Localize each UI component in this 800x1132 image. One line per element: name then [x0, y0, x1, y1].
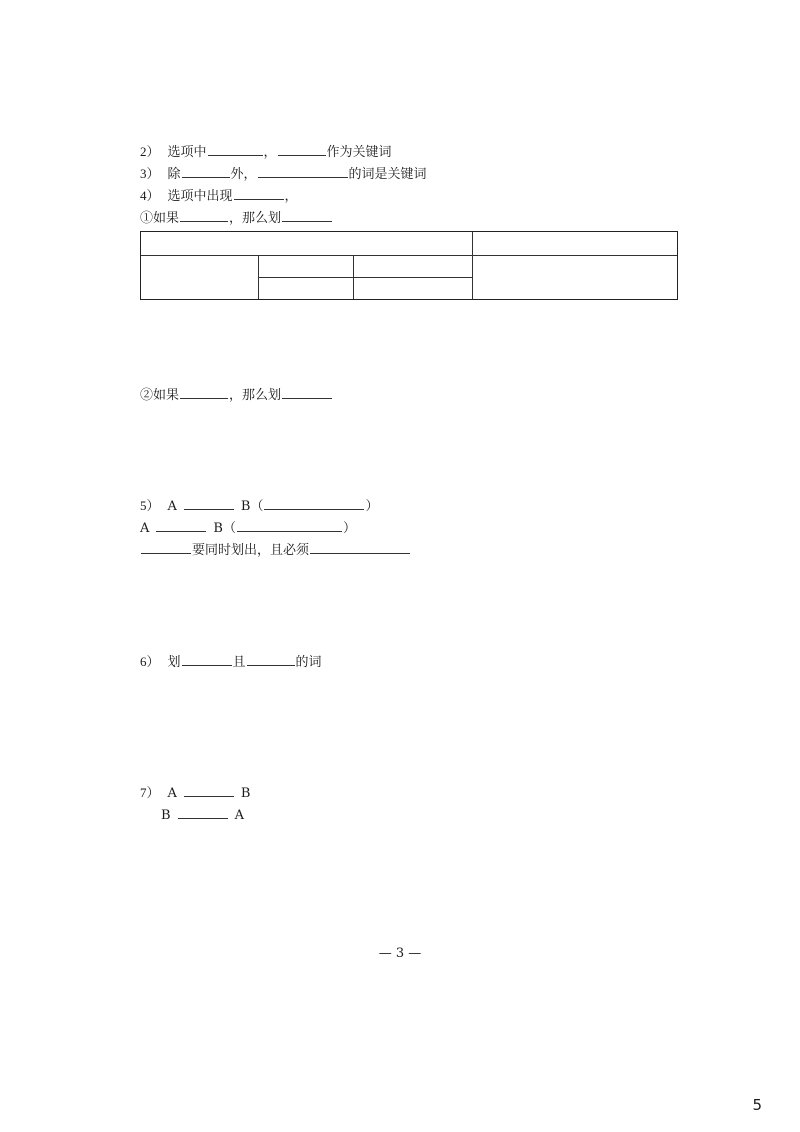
answer-blank[interactable] — [208, 143, 263, 156]
table-rule — [472, 232, 473, 299]
answer-blank[interactable] — [180, 386, 228, 399]
item-number: 7） — [140, 785, 160, 800]
item-5-line-2: A B（ ） — [140, 521, 356, 536]
item-number: 4） — [140, 188, 160, 203]
answer-blank[interactable] — [182, 165, 230, 178]
table-rule — [141, 255, 677, 256]
item-6: 6） 划 且 的词 — [140, 654, 322, 670]
answer-blank[interactable] — [156, 519, 206, 532]
answer-blank[interactable] — [310, 541, 410, 554]
answer-blank[interactable] — [178, 806, 228, 819]
answer-blank[interactable] — [282, 386, 332, 399]
condition-2: ②如果 ，那么划 — [140, 386, 333, 404]
answer-blank[interactable] — [234, 187, 284, 200]
answer-table — [140, 231, 678, 300]
item-number: 6） — [140, 654, 160, 669]
item-5-line-3: 要同时划出，且必须 — [140, 541, 411, 559]
item-number: 3） — [140, 166, 160, 181]
item-4: 4） 选项中出现 ， — [140, 188, 298, 204]
condition-1: ①如果 ，那么划 — [140, 209, 333, 227]
answer-blank[interactable] — [258, 165, 348, 178]
table-rule — [258, 277, 472, 278]
item-7-line-1: 7） A B — [140, 785, 251, 801]
item-7-line-2: B A — [161, 808, 244, 823]
item-2: 2） 选项中 ， 作为关键词 — [140, 144, 392, 160]
answer-blank[interactable] — [278, 143, 326, 156]
item-number: 2） — [140, 144, 160, 159]
item-5-line-1: 5） A B（ ） — [140, 498, 379, 514]
answer-blank[interactable] — [184, 497, 234, 510]
answer-blank[interactable] — [247, 653, 295, 666]
item-number: 5） — [140, 498, 160, 513]
answer-blank[interactable] — [180, 209, 228, 222]
item-3: 3） 除 外， 的词是关键词 — [140, 166, 427, 182]
page-number: 5 — [752, 1096, 762, 1114]
answer-blank[interactable] — [264, 497, 364, 510]
page-footer: — 3 — — [378, 946, 422, 961]
answer-blank[interactable] — [237, 519, 342, 532]
answer-blank[interactable] — [182, 653, 232, 666]
answer-blank[interactable] — [282, 209, 332, 222]
answer-blank[interactable] — [184, 784, 234, 797]
answer-blank[interactable] — [141, 541, 191, 554]
